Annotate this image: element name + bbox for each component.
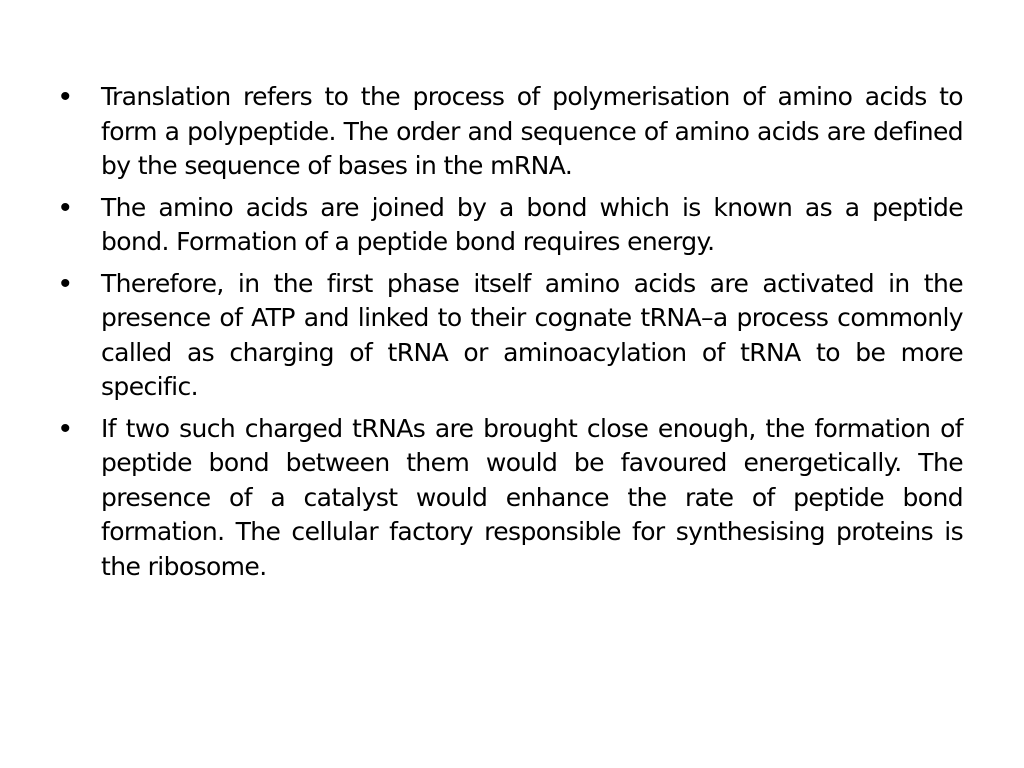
- list-item: [60, 191, 963, 260]
- bullet-text: If two such charged tRNAs are brought close enough, the formation of peptide bond between them would be favoured energetically. The presence of a catalyst would enhance the rate of peptide bond formation. The cellular factory responsible for synthesising proteins is the ribosome.: [101, 413, 963, 581]
- bullet-text: Therefore, in the first phase itself amino acids are activated in the presence of ATP and linked to their cognate tRNA–a process commonly called as charging of tRNA or aminoacylation of tRNA to be more specific.: [101, 268, 963, 401]
- list-item: [60, 412, 963, 585]
- bullet-icon: •: [60, 80, 71, 113]
- bullet-text: The amino acids are joined by a bond which is known as a peptide bond. Formation of a peptide bond requires energy.: [101, 192, 963, 256]
- bullet-icon: •: [60, 266, 71, 300]
- bullet-icon: •: [60, 411, 71, 445]
- bullet-list: [60, 80, 963, 591]
- bullet-text: Translation refers to the process of polymerisation of amino acids to form a polypeptide. The order and sequence of amino acids are defined by the sequence of bases in the mRNA.: [101, 82, 963, 180]
- bullet-icon: •: [60, 190, 71, 224]
- list-item: [60, 267, 963, 405]
- list-item: [60, 80, 963, 184]
